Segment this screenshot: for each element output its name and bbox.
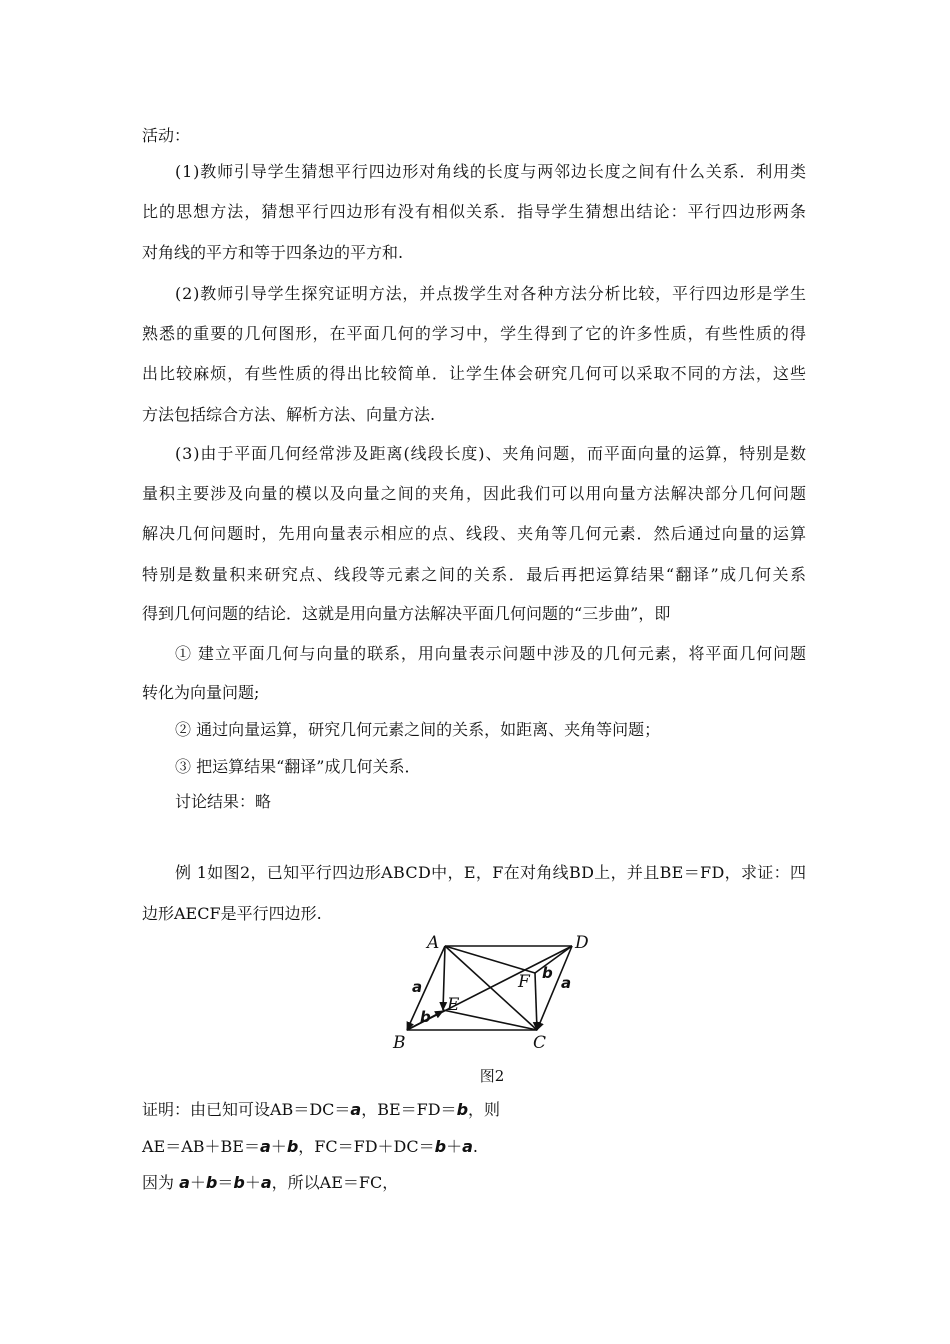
label-c: C — [533, 1033, 547, 1053]
discussion-result: 讨论结果：略 — [175, 792, 272, 811]
label-a: A — [427, 933, 440, 953]
example-line-2: 边形AECF是平行四边形. — [142, 904, 322, 923]
proof-l3-v3: b — [233, 1173, 245, 1192]
example-line-1: 例 1如图2，已知平行四边形ABCD中，E，F在对角线BD上，并且BE＝FD，求证：四 — [175, 863, 807, 882]
proof-l1-mid: ，BE＝FD＝ — [361, 1100, 457, 1119]
segment-fc — [535, 973, 537, 1030]
proof-l3-v1: a — [179, 1173, 190, 1192]
proof-line-1 — [142, 1100, 500, 1120]
proof-l3-v4: a — [260, 1173, 272, 1192]
label-vector-a-left: a — [412, 978, 423, 996]
proof-l3-p2: ＋ — [244, 1173, 261, 1192]
proof-l2-v3: b — [434, 1137, 447, 1156]
proof-l1-a: a — [350, 1100, 362, 1119]
proof-l3-p1: ＋ — [189, 1173, 206, 1192]
proof-l3-suffix: ，所以AE＝FC， — [271, 1173, 399, 1192]
proof-l2-end: . — [472, 1137, 478, 1156]
p1-line-3: 对角线的平方和等于四条边的平方和. — [142, 243, 404, 262]
label-vector-b-right: b — [542, 964, 553, 982]
p2-line-1: (2)教师引导学生探究证明方法，并点拨学生对各种方法分析比较，平行四边形是学生 — [175, 284, 807, 303]
activity-heading: 活动： — [142, 126, 191, 145]
proof-l3-v2: b — [205, 1173, 218, 1192]
proof-l2-plus1: ＋ — [270, 1137, 287, 1156]
label-f: F — [518, 972, 530, 992]
proof-l1-suffix: ，则 — [468, 1100, 501, 1119]
step-3: ③ 把运算结果“翻译”成几何关系． — [175, 757, 421, 776]
step-1-line-2: 转化为向量问题; — [142, 683, 260, 702]
proof-l2-v2: b — [286, 1137, 299, 1156]
label-vector-b-left: b — [420, 1008, 431, 1026]
p1-line-1: (1)教师引导学生猜想平行四边形对角线的长度与两邻边长度之间有什么关系．利用类 — [175, 162, 807, 181]
proof-l2-prefix: AE＝AB＋BE＝ — [142, 1137, 260, 1156]
p1-line-2: 比的思想方法，猜想平行四边形有没有相似关系．指导学生猜想出结论：平行四边形两条 — [142, 202, 808, 221]
proof-l2-mid: ，FC＝FD＋DC＝ — [298, 1137, 435, 1156]
proof-line-3 — [142, 1173, 398, 1193]
parallelogram-figure — [385, 930, 605, 1055]
proof-l1-prefix: 证明：由已知可设AB＝DC＝ — [142, 1100, 351, 1119]
proof-l2-plus2: ＋ — [446, 1137, 463, 1156]
proof-line-2 — [142, 1137, 478, 1157]
proof-l1-b: b — [456, 1100, 469, 1119]
figure-caption: 图2 — [479, 1067, 505, 1085]
step-2: ② 通过向量运算，研究几何元素之间的关系，如距离、夹角等问题； — [175, 720, 661, 739]
label-e: E — [447, 995, 460, 1015]
p3-line-4: 特别是数量积来研究点、线段等元素之间的关系．最后再把运算结果“翻译”成几何关系 — [142, 565, 808, 584]
label-vector-a-right: a — [561, 974, 572, 992]
p3-line-5: 得到几何问题的结论．这就是用向量方法解决平面几何问题的“三步曲”，即 — [142, 604, 671, 623]
segment-ae — [443, 946, 445, 1010]
p3-line-3: 解决几何问题时，先用向量表示相应的点、线段、夹角等几何元素．然后通过向量的运算 — [142, 524, 808, 543]
step-1-line-1: ① 建立平面几何与向量的联系，用向量表示问题中涉及的几何元素，将平面几何问题 — [175, 644, 807, 663]
proof-l3-eq: ＝ — [217, 1173, 234, 1192]
p3-line-1: (3)由于平面几何经常涉及距离(线段长度)、夹角问题，而平面向量的运算，特别是数 — [175, 444, 807, 463]
p2-line-2: 熟悉的重要的几何图形，在平面几何的学习中，学生得到了它的许多性质，有些性质的得 — [142, 324, 808, 343]
p2-line-3: 出比较麻烦，有些性质的得出比较简单．让学生体会研究几何可以采取不同的方法，这些 — [142, 364, 808, 383]
proof-l2-v1: a — [260, 1137, 271, 1156]
label-b: B — [393, 1033, 406, 1053]
proof-l3-prefix: 因为 — [142, 1173, 180, 1192]
label-d: D — [575, 933, 589, 953]
proof-l2-v4: a — [462, 1137, 473, 1156]
segment-af — [445, 946, 535, 973]
p3-line-2: 量积主要涉及向量的模以及向量之间的夹角，因此我们可以用向量方法解决部分几何问题 — [142, 484, 808, 503]
p2-line-4: 方法包括综合方法、解析方法、向量方法. — [142, 405, 436, 424]
